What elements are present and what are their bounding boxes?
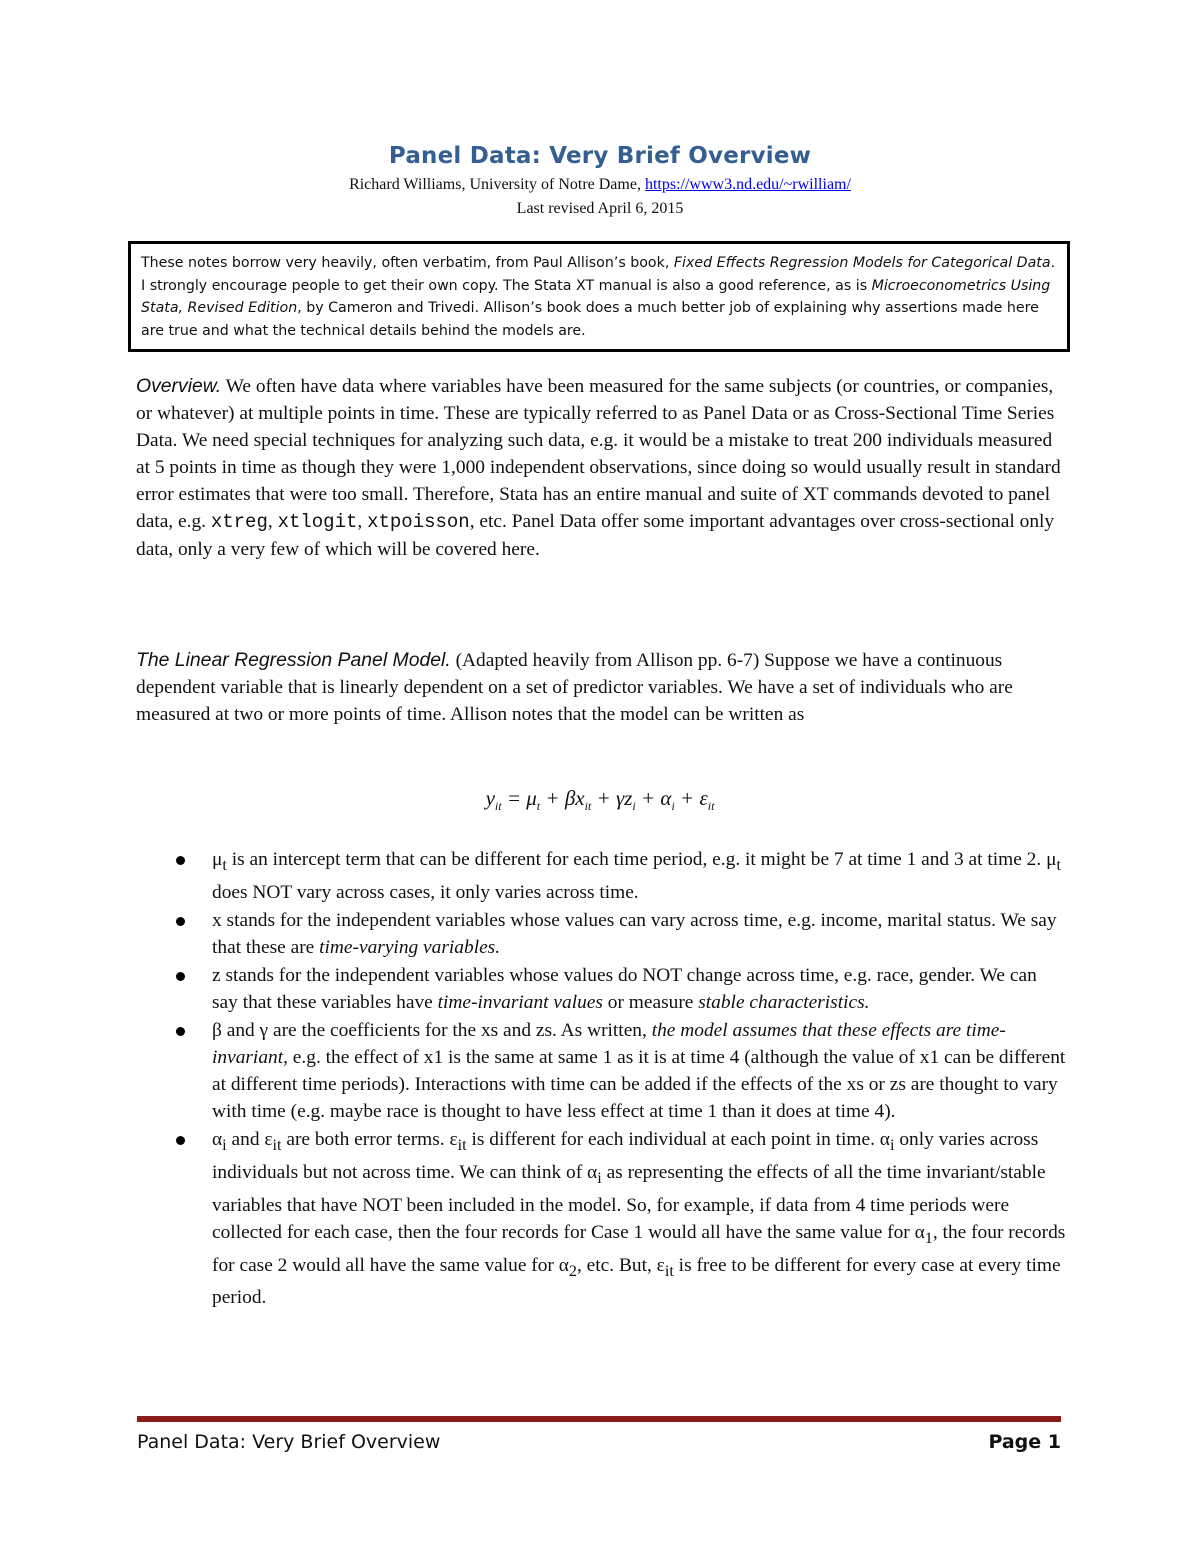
linear-model-heading: The Linear Regression Panel Model.: [136, 649, 451, 671]
revision-date: Last revised April 6, 2015: [516, 200, 684, 217]
footer-divider: [137, 1416, 1061, 1422]
model-equation: $y_{it} = \mu_t + \beta x_{it} + \gamma z_i + \alpha_i + \varepsilon_{it}$: [485, 786, 715, 814]
command-xtreg: xtreg: [210, 511, 268, 533]
list-item: β and γ are the coefficients for the xs and zs. As written, the model assumes that these effects are time-invariant, e.g. the effect of x1 is the same at same 1 as it is at time 4 (although the value of x1 can be different at different time periods). Interactions with time can be added if the effects of the xs or zs are thought to vary with time (e.g. maybe race is thought to have less effect at time 1 than it does at time 4).: [176, 1017, 1066, 1125]
linear-model-text: (Adapted heavily from Allison pp. 6-7) Suppose we have a continuous dependent variable that is linearly dependent on a set of predictor variables. We have a set of individuals who are measured at two or more points of time. Allison notes that the model can be written as: [136, 650, 1013, 725]
page-number: Page 1: [988, 1431, 1061, 1453]
bullet-icon: [176, 1136, 185, 1145]
author-website-link[interactable]: https://www3.nd.edu/~rwilliam/: [644, 176, 851, 193]
list-item: z stands for the independent variables whose values do NOT change across time, e.g. race, gender. We can say that these variables have time-invariant values or measure stable characteristics.: [176, 962, 1066, 1016]
overview-sep-2: ,: [357, 511, 368, 532]
overview-text-2: , etc. Panel Data offer some important advantages over cross-sectional only data, only a very few of which will be covered here.: [136, 511, 1055, 560]
document-title: Panel Data: Very Brief Overview: [388, 143, 812, 169]
bullet-icon: [176, 856, 185, 865]
bullet-icon: [176, 1027, 185, 1036]
overview-text-1: We often have data where variables have been measured for the same subjects (or countries, or companies, or whatever) at multiple points in time. These are typically referred to as Panel Data or as Cross-Sectional Time Series Data. We need special techniques for analyzing such data, e.g. it would be a mistake to treat 200 individuals measured at 5 points in time as though they were 1,000 independent observations, since doing so would usually result in standard error estimates that were too small. Therefore, Stata has an entire manual and suite of XT commands devoted to panel data, e.g.: [136, 376, 1061, 532]
note-book-title-1: Fixed Effects Regression Models for Categorical Data: [673, 255, 1051, 271]
author-line: [0, 176, 1200, 194]
note-text-2: . I strongly encourage people to get their own copy. The Stata XT manual is also a good reference, as is: [141, 255, 1056, 294]
attribution-note-box: [128, 241, 1070, 352]
list-item: x stands for the independent variables whose values can vary across time, e.g. income, marital status. We say that these are time-varying variables.: [176, 907, 1066, 961]
footer-title: Panel Data: Very Brief Overview: [137, 1431, 441, 1453]
overview-paragraph: [136, 373, 1066, 563]
list-item: $\mu_t$ is an intercept term that can be different for each time period, e.g. it might be 7 at time 1 and 3 at time 2. $\mu_t$ does NOT vary across cases, it only varies across time.: [176, 846, 1066, 906]
bullet-icon: [176, 917, 185, 926]
author-text: Richard Williams, University of Notre Dame,: [349, 176, 645, 193]
model-terms-list: [176, 846, 1066, 1312]
list-item: $\alpha_i$ and $\varepsilon_{it}$ are both error terms. $\varepsilon_{it}$ is different for each individual at each point in time. $\alpha_i$ only varies across individuals but not across time. We can think of $\alpha_i$ as representing the effects of all the time invariant/stable variables that have NOT been included in the model. So, for example, if data from 4 time periods were collected for each case, then the four records for Case 1 would all have the same value for $\alpha_1$, the four records for case 2 would all have the same value for $\alpha_2$, etc. But, $\varepsilon_{it}$ is free to be different for every case at every time period.: [176, 1126, 1066, 1312]
note-text-3: , by Cameron and Trivedi. Allison’s book does a much better job of explaining why assertions made here are true and what the technical details behind the models are.: [141, 300, 1039, 339]
command-xtpoisson: xtpoisson: [367, 511, 470, 533]
overview-sep-1: ,: [267, 511, 278, 532]
command-xtlogit: xtlogit: [277, 511, 358, 533]
bullet-icon: [176, 972, 185, 981]
note-book-title-2: Microeconometrics Using Stata, Revised Edition: [141, 277, 1051, 317]
overview-heading: Overview.: [136, 375, 222, 397]
note-text-1: These notes borrow very heavily, often verbatim, from Paul Allison’s book,: [141, 255, 674, 271]
linear-model-paragraph: [136, 647, 1066, 728]
